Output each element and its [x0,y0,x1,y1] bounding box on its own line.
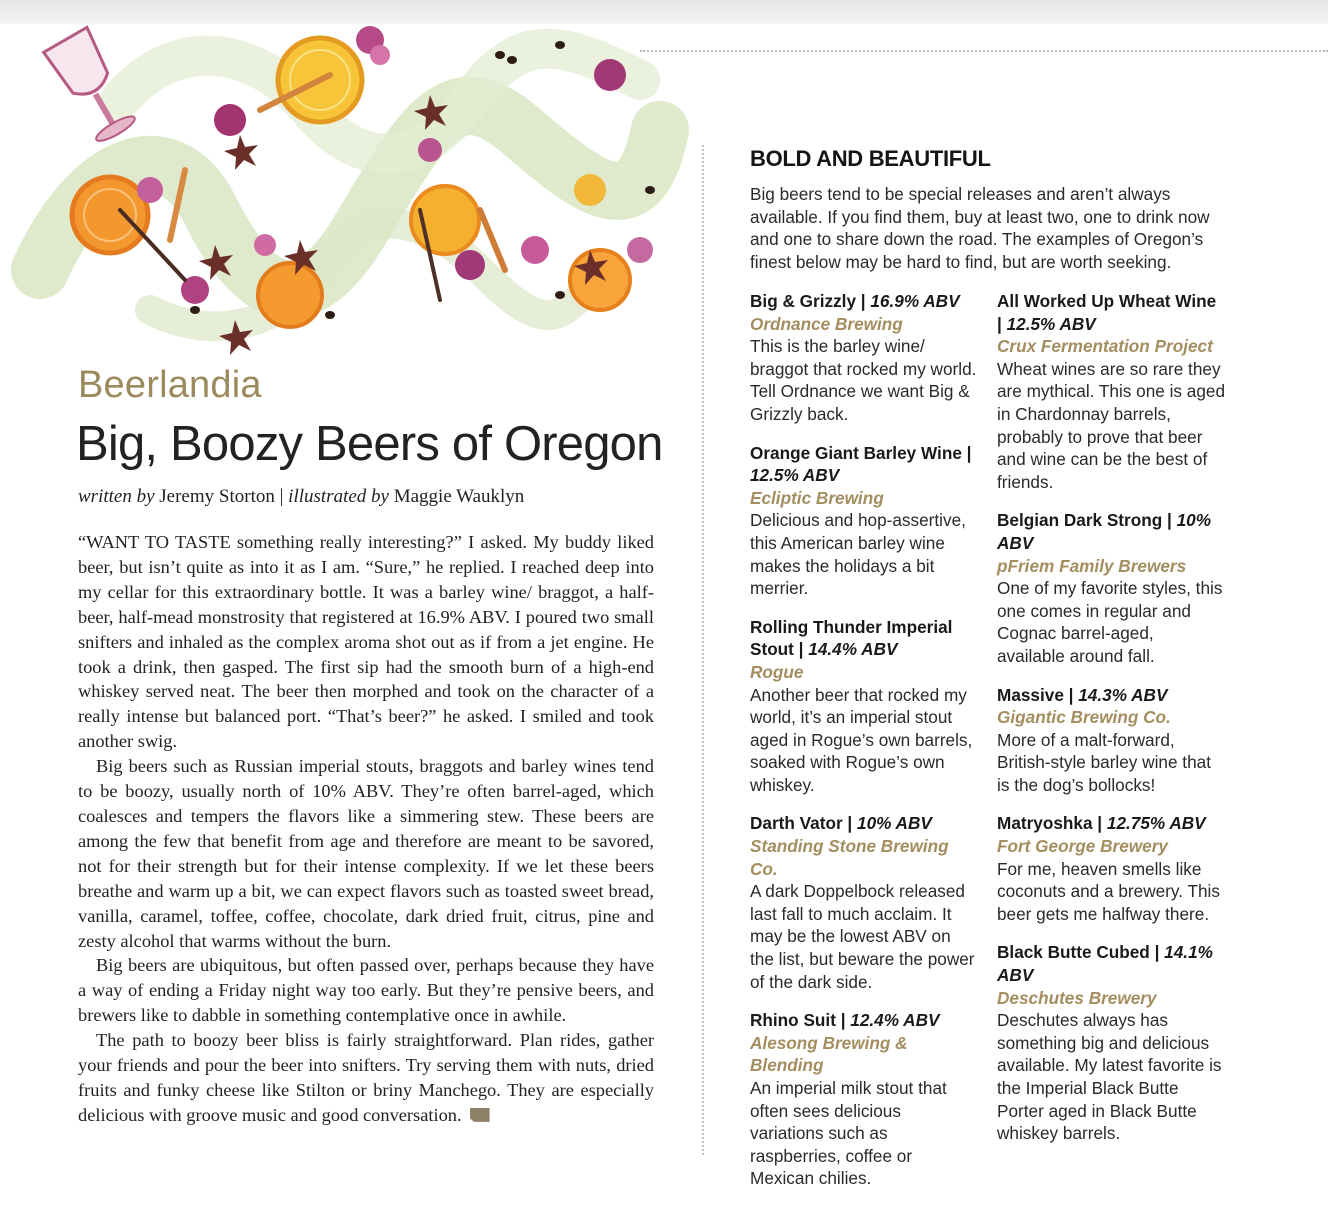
beer-abv: 14.4% ABV [808,639,898,660]
beer-description: For me, heaven smells like coconuts and a brewery. This beer gets me halfway there. [997,858,1220,924]
spice-swirl-illustration [0,10,700,360]
beer-description: A dark Doppelbock released last fall to much acclaim. It may be the lowest ABV on the list, but beware the power of the dark side. [750,881,975,992]
beer-entry [997,509,1225,667]
beer-description: An imperial milk stout that often sees delicious variations such as raspberries, coffee or Mexican chilies. [750,1078,947,1189]
body-paragraph: Big beers such as Russian imperial stouts, braggots and barley wines tend to be boozy, usually north of 10% ABV. They’re often barrel-aged, which coalesces and tempers the flavors like a simmering stew. These beers are among the few that benefit from age and therefore are meant to be savored, not for their strength but for their intense complexity. If we let these beers breathe and warm up a bit, we can expect flavors such as toasted sweet bread, vanilla, caramel, toffee, coffee, chocolate, dark dried fruit, citrus, pine and zesty alcohol that warms without the burn. [78,756,654,951]
beer-abv: 14.1% ABV [997,942,1213,986]
beer-entry [750,1009,978,1190]
beer-abv: 16.9% ABV [870,291,960,311]
byline-illustrated-label: illustrated by [288,486,389,507]
beer-name [750,616,978,661]
beer-description: More of a malt-forward, British-style barley wine that is the dog’s bollocks! [997,729,1211,795]
beer-name-text: Black Butte Cubed | [997,942,1165,963]
brewery-name: pFriem Family Brewers [997,555,1187,576]
brewery-name: Fort George Brewery [997,836,1168,857]
beer-name [997,812,1225,835]
beer-name-text: Rhino Suit | [750,1010,851,1031]
beer-name [750,290,978,313]
brewery-name: Ecliptic Brewing [750,487,884,508]
byline-separator: | [279,486,284,507]
beer-description: Another beer that rocked my world, it’s an imperial stout aged in Rogue’s own barrels, soaked with Rogue’s own whiskey. [750,684,973,795]
dotted-rule-column [702,145,704,1155]
beer-name-text: Orange Giant Barley Wine | [750,442,972,463]
beer-name [997,290,1225,335]
brewery-name: Rogue [750,661,804,682]
body-paragraph: Big beers are ubiquitous, but often passed over, perhaps because they have a way of ending a Friday night way too early. But they’re pensive beers, and brewers like to dabble in something contemplative once in awhile. [78,955,654,1026]
beer-name [997,941,1225,986]
beer-abv: 10% ABV [857,813,932,834]
beer-name-text: Belgian Dark Strong | [997,510,1177,531]
beer-name-text: Rolling Thunder Imperial Stout | [750,616,953,660]
body-paragraph-last [78,1028,654,1128]
brewery-name: Deschutes Brewery [997,987,1157,1008]
body-paragraph-text: The path to boozy beer bliss is fairly straightforward. Plan rides, gather your friends and pour the beer into snifters. Try serving them with nuts, dried fruits and funky cheese like Stilton or briny Manchego. They are especially delicious with groove music and good conversation. [78,1030,654,1125]
beer-name [997,509,1225,554]
beer-description: Delicious and hop-assertive, this American barley wine makes the holidays a bit merrier. [750,510,966,599]
beer-entry [750,290,978,426]
beer-description: Deschutes always has something big and delicious available. My latest favorite is the Imperial Black Butte Porter aged in Black Butte whiskey barrels. [997,1010,1222,1144]
beer-name [750,812,978,835]
byline-written-label: written by [78,486,155,507]
brewery-name: Standing Stone Brewing Co. [750,836,949,879]
byline [78,486,524,508]
beer-abv: 12.5% ABV [750,465,840,486]
beer-name [997,684,1225,707]
beer-abv: 12.75% ABV [1106,813,1206,834]
beer-entry [750,616,978,797]
beer-abv: 10% ABV [997,510,1211,553]
beer-list-right [997,290,1225,1161]
beer-list-left [750,290,978,1206]
article-body [78,530,654,1128]
beer-name [750,1009,978,1032]
oregon-end-mark-icon [470,1108,490,1122]
sidebar-title: BOLD AND BEAUTIFUL [750,146,991,171]
beer-description: One of my favorite styles, this one comes in regular and Cognac barrel-aged, available around fall. [997,578,1223,666]
section-label: Beerlandia [78,364,262,406]
beer-description: Wheat wines are so rare they are mythical. This one is aged in Chardonnay barrels, probably to prove that beer and wine can be the best of friends. [997,358,1226,492]
beer-entry [997,941,1225,1144]
beer-entry [997,290,1225,493]
beer-name [750,442,978,487]
beer-name-text: All Worked Up Wheat Wine | [997,291,1217,334]
body-paragraph: “WANT TO TASTE something really interesting?” I asked. My buddy liked beer, but isn’t quite as into it as I am. “Sure,” he replied. I reached deep into my cellar for this extraordinary bottle. It was a barley wine/ braggot, a half-beer, half-mead monstrosity that registered at 16.9% ABV. I poured two small snifters and inhaled as the complex aroma shot out as if from a jet engine. He took a drink, then gasped. The first sip had the smooth burn of a high-end whiskey served neat. The beer then morphed and took on the character of a really intense but balanced port. “That’s beer?” he asked. I smiled and took another swig. [78,532,654,752]
brewery-name: Gigantic Brewing Co. [997,707,1171,728]
beer-abv: 14.3% ABV [1078,684,1168,705]
beer-name-text: Matryoshka | [997,813,1107,834]
sidebar-intro: Big beers tend to be special releases and aren’t always available. If you find them, buy at least two, one to drink now and one to share down the road. The examples of Oregon’s finest below may be hard to find, but are worth seeking. [750,184,1210,272]
beer-entry [750,812,978,993]
byline-illustrator: Maggie Wauklyn [393,486,525,507]
byline-author: Jeremy Storton [159,486,275,507]
dotted-rule-top [640,50,1328,52]
beer-name-text: Massive | [997,684,1079,705]
beer-entry [750,442,978,600]
beer-abv: 12.5% ABV [1006,313,1096,334]
page-title: Big, Boozy Beers of Oregon [76,417,663,471]
beer-description: This is the barley wine/ braggot that rocked my world. Tell Ordnance we want Big & Grizzly back. [750,336,977,424]
beer-entry [997,812,1225,925]
beer-name-text: Darth Vator | [750,813,858,834]
brewery-name: Alesong Brewing & Blending [750,1032,908,1076]
beer-entry [997,684,1225,797]
beer-name-text: Big & Grizzly | [750,291,871,311]
beer-abv: 12.4% ABV [850,1010,940,1031]
brewery-name: Crux Fermentation Project [997,336,1213,357]
brewery-name: Ordnance Brewing [750,313,903,334]
